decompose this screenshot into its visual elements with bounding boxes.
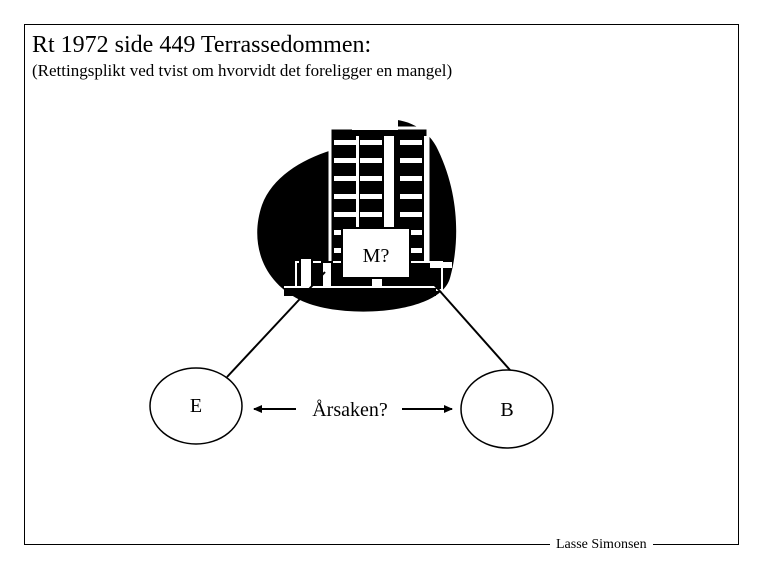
- node-e-label: E: [189, 395, 203, 417]
- author-name: Lasse Simonsen: [550, 536, 653, 554]
- apartment-building-icon: [257, 112, 456, 312]
- node-m-label: M?: [362, 245, 390, 267]
- edge-m-b: [430, 280, 510, 370]
- slide-subtitle: (Rettingsplikt ved tvist om hvorvidt det foreligger en mangel): [32, 61, 453, 80]
- edge-m-e: [227, 272, 325, 377]
- relation-label: Årsaken?: [312, 399, 388, 421]
- slide-title: Rt 1972 side 449 Terrassedommen:: [32, 32, 372, 58]
- node-b-label: B: [500, 399, 514, 421]
